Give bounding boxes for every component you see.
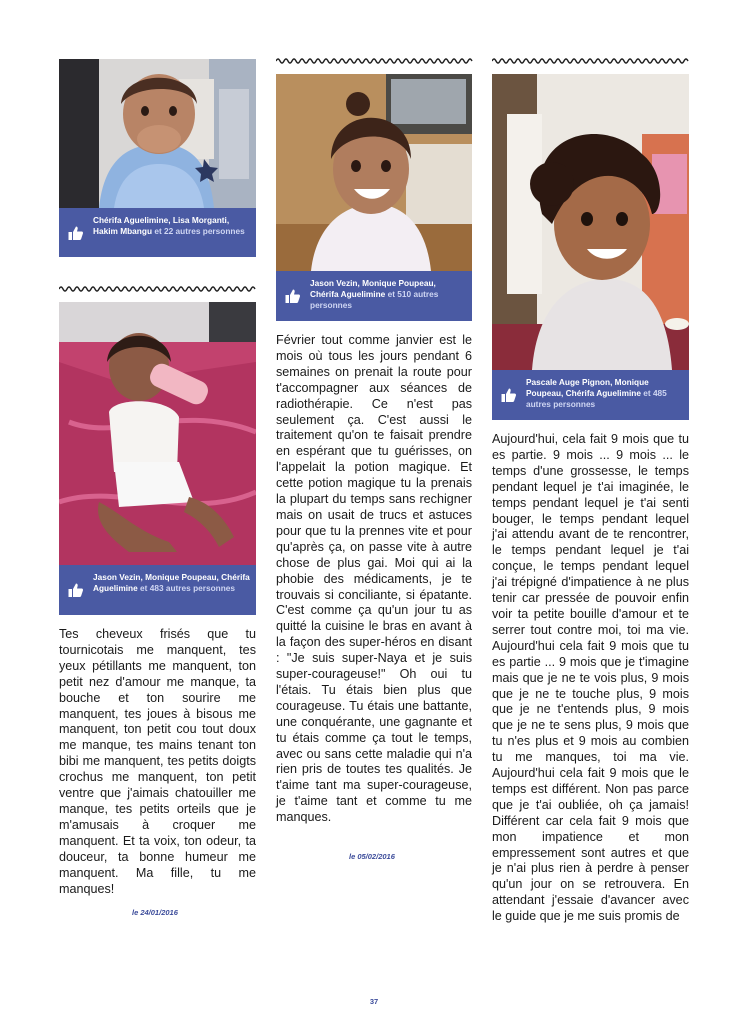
post-date-1: le 24/01/2016	[132, 908, 178, 917]
page-number: 37	[369, 997, 379, 1006]
like-bar-4	[492, 370, 689, 420]
post-text-2: Février tout comme janvier est le mois où tous les jours pendant 6 semaines on prenait la route pour t'accompagner aux séances de radiothérapie. Ce n'est pas seulement ça. C'est aussi le traitement qu'on te faisait prendre en espérant que tu guérisses, on l'appelait la potion magique. Et cette potion magique tu la prenais la plupart du temps sans rechigner mais on usait de trucs et astuces pour que tu la prennes vite et pour qu'après ça, on passe vite à autre chose de plus gai. Moi qui ai la phobie des médicaments, je te trouvais si conciliante, si épatante. C'est comme ça qu'un jour tu as quitté la cuisine le bras en avant à la façon des super-héros en disant : "Je suis super-Naya et je suis super-courageuse!" Oh oui tu l'étais. Tu étais bien plus que courageuse. Tu étais une battante, une conquérante, une gagnante et tu étais comme ça tout le temps, avec ou sans cette maladie qui n'a rien pris de toutes tes qualités. Je t'aime tant ma super-courageuse, je t'aime tant et comme tu me manques.	[276, 333, 472, 825]
caption-others: et 22 autres personnes	[154, 226, 245, 236]
caption-others: et 510 autres personnes	[310, 289, 439, 310]
thumbs-up-icon	[500, 387, 517, 403]
thumbs-up-icon	[67, 582, 84, 598]
caption-others: et 485 autres personnes	[526, 388, 667, 409]
like-bar-2	[59, 565, 256, 615]
photo-toddler-curly-hair	[492, 74, 689, 370]
post-date-2: le 05/02/2016	[349, 852, 395, 861]
caption-names: Pascale Auge Pignon, Monique Poupeau, Chérifa Aguelimine	[526, 377, 649, 398]
post-text-3: Aujourd'hui, cela fait 9 mois que tu es partie. 9 mois ... 9 mois ... le temps d'une grossesse, le temps pendant lequel je t'ai imaginée, le temps pendant lequel je t'ai senti bouger, le temps pendant lequel j'ai attendu avant de te rencontrer, le temps pendant lequel je t'ai conçue, le temps pendant lequel j'ai trépigné d'impatience à ne plus tenir car pressée de pouvoir enfin voir ta petite bouille d'amour et te serrer tout contre moi, toi ma vie. Aujourd'hui cela fait 9 mois que tu es partie ... 9 mois que je t'imagine mais que je ne te vois plus, 9 mois que je ne te touche plus, 9 mois que je ne t'entends plus, 9 mois que je ne te sens plus, 9 mois que tu n'es plus et 9 mois au combien tu me manques, toi ma vie. Aujourd'hui cela fait 9 mois que le temps est différent. Non pas parce que je t'ai oubliée, oh ça jamais! Différent car cela fait 9 mois que mon impatience et mon empressement sont autres et que je n'ai plus rien à perdre à penser qu'un jour on se retrouvera. En attendant j'essaie d'avancer avec le guide que je me suis promis de	[492, 432, 689, 924]
photo-toddler-hands-on-mouth	[59, 59, 256, 208]
thumbs-up-icon	[284, 288, 301, 304]
like-bar-1	[59, 208, 256, 257]
caption-others: et 483 autres personnes	[140, 583, 236, 593]
thumbs-up-icon	[67, 225, 84, 241]
post-text-1: Tes cheveux frisés que tu tournicotais me manquent, tes yeux pétillants me manquent, ton petit nez d'amour me manque, ta bouche et ton sourire me manquent, tes joues à bisous me manquent, ton petit cou tout doux me manque, tes mains tenant ton bibi me manquent, tes petits doigts crochus me manquent, ton petit ventre que j'aimais chatouiller me manque, tes petits orteils que je m'amusais à croquer me manquent. Et ta voix, ton odeur, ta douceur, ta bonne humeur me manquent. Ma fille, tu me manques!	[59, 627, 256, 896]
caption-names: Jason Vezin, Monique Poupeau, Chérifa Aguelimine	[93, 572, 250, 593]
wave-divider	[276, 57, 473, 65]
caption-names: Chérifa Aguelimine, Lisa Morganti, Hakim Mbangu	[93, 215, 230, 236]
wave-divider	[492, 57, 689, 65]
photo-toddler-bottle	[59, 302, 256, 565]
wave-divider	[59, 285, 256, 293]
photo-toddler-smiling	[276, 74, 472, 271]
like-bar-3	[276, 271, 472, 321]
caption-names: Jason Vezin, Monique Poupeau, Chérifa Aguelimine	[310, 278, 436, 299]
